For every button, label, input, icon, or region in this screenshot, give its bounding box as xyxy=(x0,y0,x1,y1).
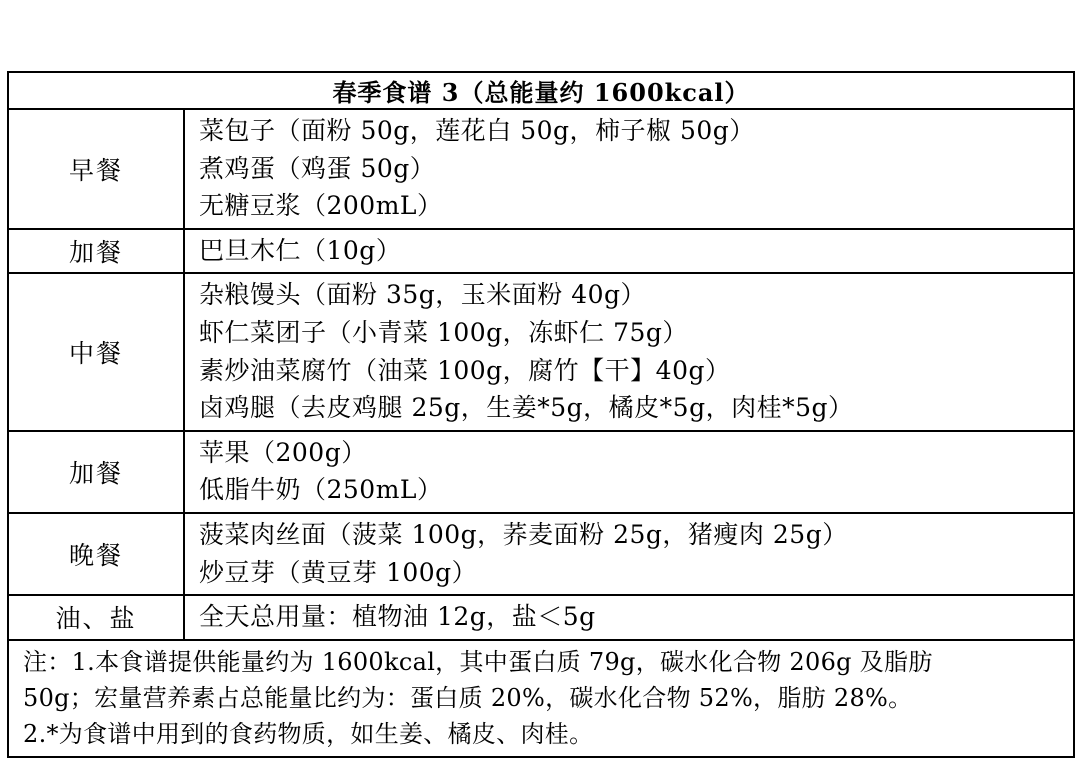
meal-row-snack-2 xyxy=(8,431,1074,513)
meal-name: 晚餐 xyxy=(8,513,184,595)
meal-name: 加餐 xyxy=(8,229,184,274)
note-line: 2.*为食谱中用到的食药物质，如生姜、橘皮、肉桂。 xyxy=(23,719,594,748)
meal-items xyxy=(184,229,1074,274)
note-line: 50g；宏量营养素占总能量比约为：蛋白质 20%，碳水化合物 52%，脂肪 28%。 xyxy=(23,683,913,712)
meal-row-breakfast xyxy=(8,109,1074,229)
meal-item: 低脂牛奶（250mL） xyxy=(199,475,443,505)
meal-row-oil-salt xyxy=(8,595,1074,640)
meal-row-snack-1 xyxy=(8,229,1074,274)
meal-name: 早餐 xyxy=(8,109,184,229)
meal-items xyxy=(184,431,1074,513)
meal-item: 菠菜肉丝面（菠菜 100g，荞麦面粉 25g，猪瘦肉 25g） xyxy=(199,519,848,549)
table-title: 春季食谱 3（总能量约 1600kcal） xyxy=(8,72,1074,109)
meal-item: 素炒油菜腐竹（油菜 100g，腐竹【干】40g） xyxy=(199,355,731,385)
meal-item: 苹果（200g） xyxy=(199,437,367,467)
meal-item: 巴旦木仁（10g） xyxy=(199,235,402,265)
meal-item: 虾仁菜团子（小青菜 100g，冻虾仁 75g） xyxy=(199,317,688,347)
meal-row-dinner xyxy=(8,513,1074,595)
notes-row xyxy=(8,640,1074,757)
notes xyxy=(8,640,1074,757)
meal-name: 加餐 xyxy=(8,431,184,513)
meal-items xyxy=(184,595,1074,640)
meal-items xyxy=(184,273,1074,430)
meal-item: 炒豆芽（黄豆芽 100g） xyxy=(199,557,478,587)
meal-items xyxy=(184,109,1074,229)
note-line: 注：1.本食谱提供能量约为 1600kcal，其中蛋白质 79g，碳水化合物 206g 及脂肪 xyxy=(23,647,933,676)
meal-item: 菜包子（面粉 50g，莲花白 50g，柿子椒 50g） xyxy=(199,116,755,145)
meal-name: 油、盐 xyxy=(8,595,184,640)
meal-item: 煮鸡蛋（鸡蛋 50g） xyxy=(199,153,436,183)
meal-item: 卤鸡腿（去皮鸡腿 25g，生姜*5g，橘皮*5g，肉桂*5g） xyxy=(199,393,854,423)
meal-name: 中餐 xyxy=(8,273,184,430)
meal-items xyxy=(184,513,1074,595)
meal-item: 无糖豆浆（200mL） xyxy=(199,191,443,221)
title-row xyxy=(8,72,1074,109)
meal-row-lunch xyxy=(8,273,1074,430)
meal-item: 全天总用量：植物油 12g，盐＜5g xyxy=(199,602,596,632)
recipe-table xyxy=(7,71,1075,758)
meal-item: 杂粮馒头（面粉 35g，玉米面粉 40g） xyxy=(199,280,647,310)
